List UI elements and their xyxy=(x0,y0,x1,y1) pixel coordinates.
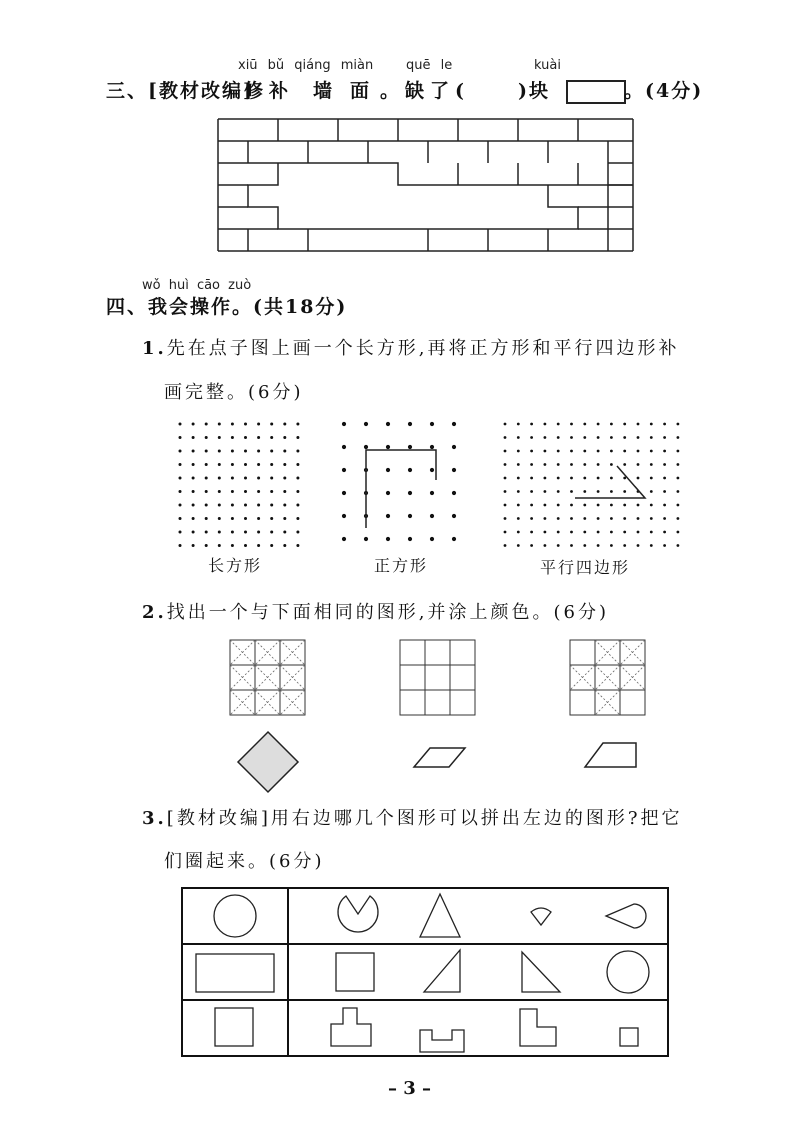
section3-word-quele: 。缺了( xyxy=(380,80,470,102)
q3-r1-circle xyxy=(214,895,256,937)
page-number: – 3 – xyxy=(388,1078,432,1099)
q3-r3-square xyxy=(215,1008,253,1046)
label-square: 正方形 xyxy=(374,556,429,575)
q3-text-line2: 们圈起来。(6分) xyxy=(164,851,325,872)
q3-r1-sector xyxy=(531,908,551,925)
label-rectangle: 长方形 xyxy=(208,556,263,575)
q3-text: [教材改编]用右边哪几个图形可以拼出左边的图形?把它 xyxy=(166,808,683,829)
pinyin-xiubu-qiangmian: xiū bǔ qiáng miàn xyxy=(238,58,374,73)
section3-word-xiubu: 修补 xyxy=(244,80,295,102)
pinyin-wohui-caozuo: wǒ huì cāo zuò xyxy=(142,278,252,293)
section3-title-prefix: 三、[教材改编] xyxy=(106,80,254,102)
q3-r1-pacman xyxy=(338,896,378,932)
q3-r1-teardrop xyxy=(606,904,646,928)
q1-number: 1. xyxy=(142,338,167,359)
q3-r3-t-shape xyxy=(331,1008,371,1046)
label-parallelogram: 平行四边形 xyxy=(540,558,631,577)
q2-text-body: 找出一个与下面相同的图形,并涂上颜色。(6分) xyxy=(166,602,610,623)
q3-r2-right-triangle xyxy=(424,950,460,992)
pinyin-kuai: kuài xyxy=(534,58,561,73)
q3-r2-right-triangle-2 xyxy=(522,952,560,992)
section4-title: 四、我会操作。(共18分) xyxy=(106,296,348,318)
q3-number: 3. xyxy=(142,808,167,829)
q3-r3-small-square xyxy=(620,1028,638,1046)
q3-r2-rectangle xyxy=(196,954,274,992)
q3-r2-square xyxy=(336,953,374,991)
pinyin-quele: quē le xyxy=(406,58,453,73)
q1-text-line2: 画完整。(6分) xyxy=(164,382,304,403)
section3-score: 。(4分) xyxy=(624,80,704,102)
q3-r1-triangle xyxy=(420,894,460,937)
q3-r3-l-shape xyxy=(520,1009,556,1046)
section3-word-kuai: )块 xyxy=(518,80,550,102)
section3-word-qiangmian: 墙面 xyxy=(313,80,388,102)
q3-r3-u-shape xyxy=(420,1030,464,1052)
q3-r2-circle xyxy=(607,951,649,993)
q2-number: 2. xyxy=(142,602,167,623)
q1-text: 先在点子图上画一个长方形,再将正方形和平行四边形补 xyxy=(166,338,680,359)
